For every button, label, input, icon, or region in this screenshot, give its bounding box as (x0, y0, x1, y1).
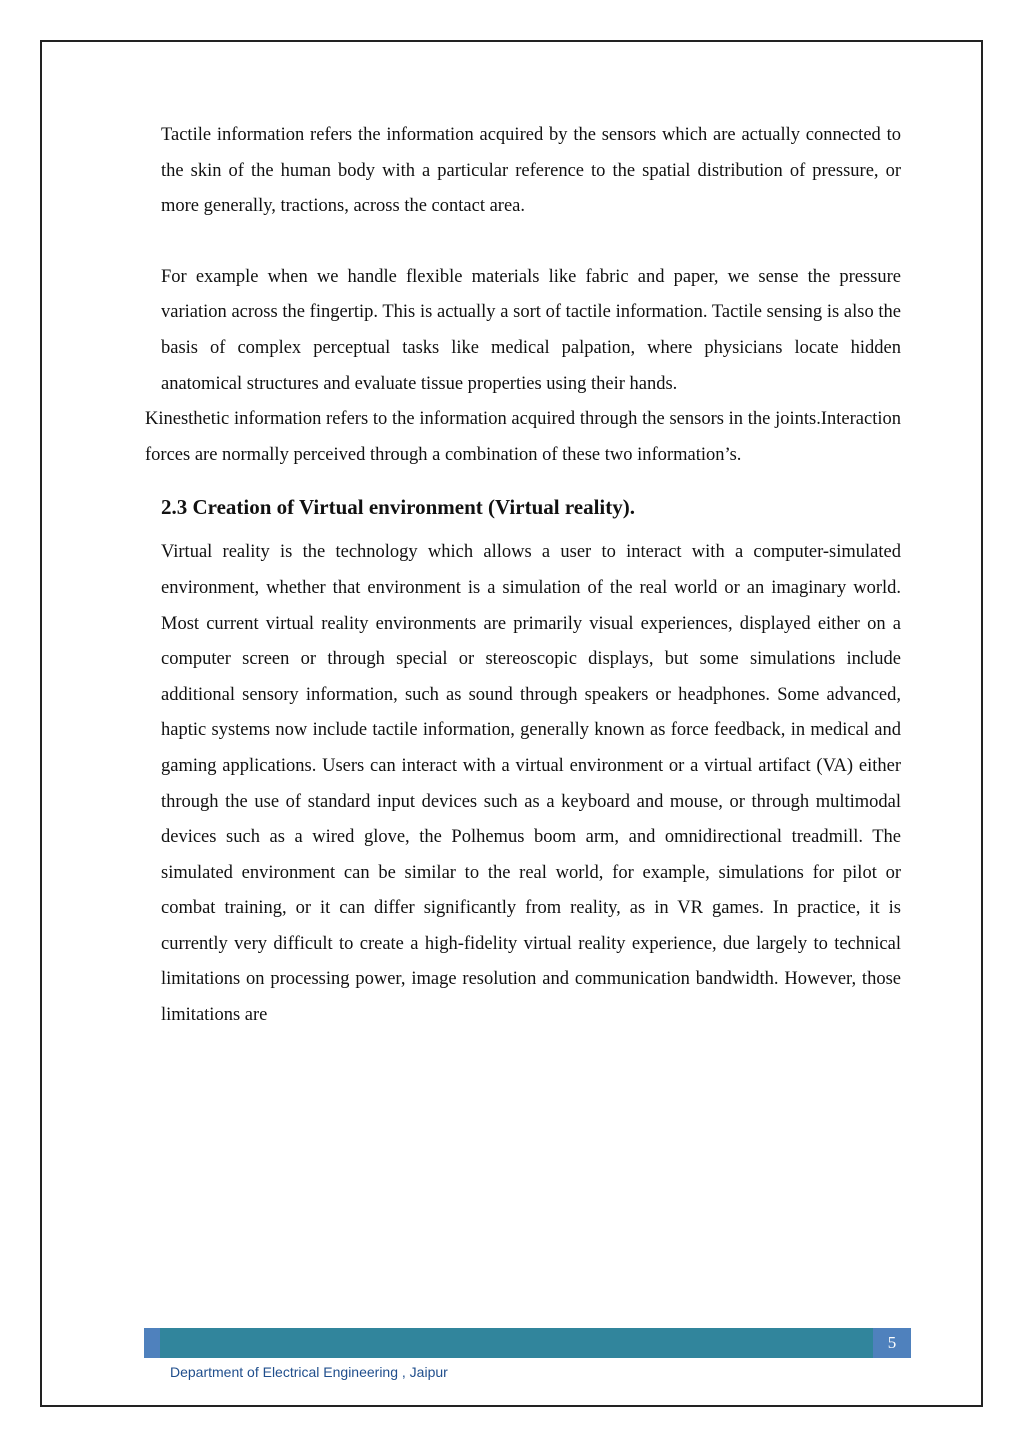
document-body (145, 118, 901, 1034)
footer-department: Department of Electrical Engineering , Jaipur (170, 1364, 448, 1380)
paragraph-tactile: Tactile information refers the information acquired by the sensors which are actually connected to the skin of the human body with a particular reference to the spatial distribution of pressure, or more generally, tractions, across the contact area. (161, 125, 901, 217)
paragraph-example: For example when we handle flexible materials like fabric and paper, we sense the pressure variation across the fingertip. This is actually a sort of tactile information. Tactile sensing is also the basis of complex perceptual tasks like medical palpation, where physicians locate hidden anatomical structures and evaluate tissue properties using their hands. (161, 266, 901, 394)
paragraph-virtual-reality: Virtual reality is the technology which allows a user to interact with a computer-simulated environment, whether that environment is a simulation of the real world or an imaginary world. Most current virtual reality environments are primarily visual experiences, displayed either on a computer screen or through special or stereoscopic displays, but some simulations include additional sensory information, such as sound through speakers or headphones. Some advanced, haptic systems now include tactile information, generally known as force feedback, in medical and gaming applications. Users can interact with a virtual environment or a virtual artifact (VA) either through the use of standard input devices such as a keyboard and mouse, or through multimodal devices such as a wired glove, the Polhemus boom arm, and omnidirectional treadmill. The simulated environment can be similar to the real world, for example, simulations for pilot or combat training, or it can differ significantly from reality, as in VR games. In practice, it is currently very difficult to create a high-fidelity virtual reality experience, due largely to technical limitations on processing power, image resolution and communication bandwidth. However, those limitations are (161, 542, 901, 1026)
paragraph-kinesthetic: Kinesthetic information refers to the information acquired through the sensors in the joints.Interaction forces are normally perceived through a combination of these two information’s. (145, 409, 901, 465)
footer-bar-accent (144, 1328, 160, 1358)
paragraph-spacer (161, 225, 901, 260)
footer-bar (144, 1328, 911, 1358)
section-heading: 2.3 Creation of Virtual environment (Virtual reality). (161, 495, 635, 520)
page-number: 5 (873, 1328, 911, 1358)
